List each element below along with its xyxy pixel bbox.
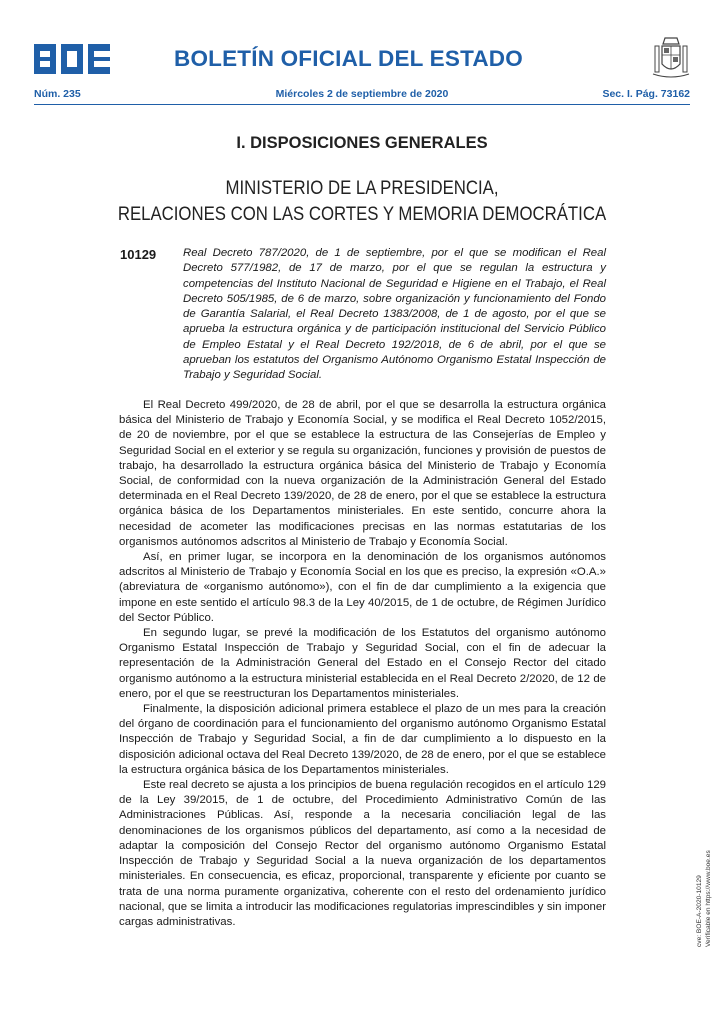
paragraph: En segundo lugar, se prevé la modificación de los Estatutos del organismo autónomo Organismo Estatal Inspección de Trabajo y Seguridad Social, con el fin de adecuar la representación de la Administración General del Estado en el Consejo Rector del citado organismo autónomo a la estructura ministerial establecida en el Real Decreto 2/2020, de 12 de enero, por el que se reestructuran los Departamentos ministeriales. (119, 627, 606, 700)
paragraph: El Real Decreto 499/2020, de 28 de abril, por el que se desarrolla la estructura orgánica básica del Ministerio de Trabajo y Economía Social, y se modifica el Real Decreto 1052/2015, de 20 de noviembre, por el que se establece la estructura de las Consejerías de Empleo y Seguridad Social en el exterior y se regula su organización, funciones y provisión de puestos de trabajo, ha desarrollado la estructura orgánica básica del Ministerio de Trabajo y Economía Social, de conformidad con la nueva organización de la Administración General del Estado determinada en el Real Decreto 139/2020, de 28 de enero, por el que se establece la estructura orgánica básica de los Departamentos ministeriales. En este sentido, concurre ahora la necesidad de acometer las modificaciones precisas en las normas estatutarias de los organismos autónomos adscritos al Ministerio de Trabajo y Economía Social. (119, 399, 606, 548)
verification-link[interactable]: Verificable en https://www.boe.es (704, 850, 712, 947)
paragraph: Finalmente, la disposición adicional primera establece el plazo de un mes para la creación del órgano de coordinación para el funcionamiento del organismo autónomo Organismo Estatal Inspección de Trabajo y Seguridad Social, a fin de dar cumplimiento a lo dispuesto en la disposición adicional octava del Real Decreto 139/2020, de 28 de enero, por el que se establece la estructura orgánica básica de los Departamentos ministeriales. (119, 703, 606, 776)
paragraph: Así, en primer lugar, se incorpora en la denominación de los organismos autónomos adscritos al Ministerio de Trabajo y Economía Social en los que es preciso, la expresión «O.A.» (abreviatura de «organismo autónomo»), con el fin de dar cumplimiento a la exigencia que impone en este sentido el artículo 98.3 de la Ley 40/2015, de 1 de octubre, de Régimen Jurídico del Sector Público. (119, 551, 606, 624)
header-divider (34, 104, 690, 105)
body-text (119, 398, 606, 930)
gazette-title: BOLETÍN OFICIAL DEL ESTADO (174, 46, 523, 71)
ministry-line-2: RELACIONES CON LAS CORTES Y MEMORIA DEMOCRÁTICA (117, 203, 607, 225)
cve-code: cve: BOE-A-2020-10129 (696, 875, 703, 947)
issue-date: Miércoles 2 de septiembre de 2020 (275, 88, 449, 100)
boe-header (34, 36, 690, 86)
section-heading: I. DISPOSICIONES GENERALES (236, 134, 488, 152)
disposition-number: 10129 (120, 247, 157, 262)
ministry-heading (51, 175, 674, 227)
section-page: Sec. I. Pág. 73162 (602, 88, 690, 100)
issue-info-row (34, 88, 690, 104)
disposition-title: Real Decreto 787/2020, de 1 de septiembre, por el que se modifican el Real Decreto 577/1982, de 17 de marzo, por el que se regulan la estructura y competencias del Instituto Nacional de Seguridad e Higiene en el Trabajo, el Real Decreto 505/1985, de 6 de marzo, sobre organización y funcionamiento del Fondo de Garantía Salarial, el Real Decreto 1383/2008, de 1 de agosto, por el que se aprueba la estructura orgánica y de participación institucional del Servicio Público de Empleo Estatal y el Real Decreto 192/2018, de 6 de abril, por el que se aprueban los estatutos del Organismo Autónomo Organismo Estatal Inspección de Trabajo y Seguridad Social. (183, 247, 606, 382)
verification-note (696, 817, 713, 947)
boe-logo (34, 42, 110, 76)
issue-number: Núm. 235 (34, 88, 81, 100)
paragraph: Este real decreto se ajusta a los principios de buena regulación recogidos en el artículo 129 de la Ley 39/2015, de 1 de octubre, del Procedimiento Administrativo Común de las Administraciones Públicas. Así, responde a la necesaria conciliación legal de las denominaciones de los organismos públicos del departamento, así como a la necesidad de adaptar la composición del Consejo Rector del organismo autónomo Organismo Estatal Inspección de Trabajo y Seguridad Social a la nueva organización de los departamentos ministeriales. En consecuencia, es eficaz, proporcional, transparente y eficiente por cuanto se trata de una norma puramente organizativa, coherente con el resto del ordenamiento jurídico nacional, que se limita a introducir las modificaciones regulatorias imprescindibles y sin imponer cargas administrativas. (119, 779, 606, 928)
coat-of-arms-icon (651, 36, 691, 80)
ministry-line-1: MINISTERIO DE LA PRESIDENCIA, (225, 177, 499, 199)
